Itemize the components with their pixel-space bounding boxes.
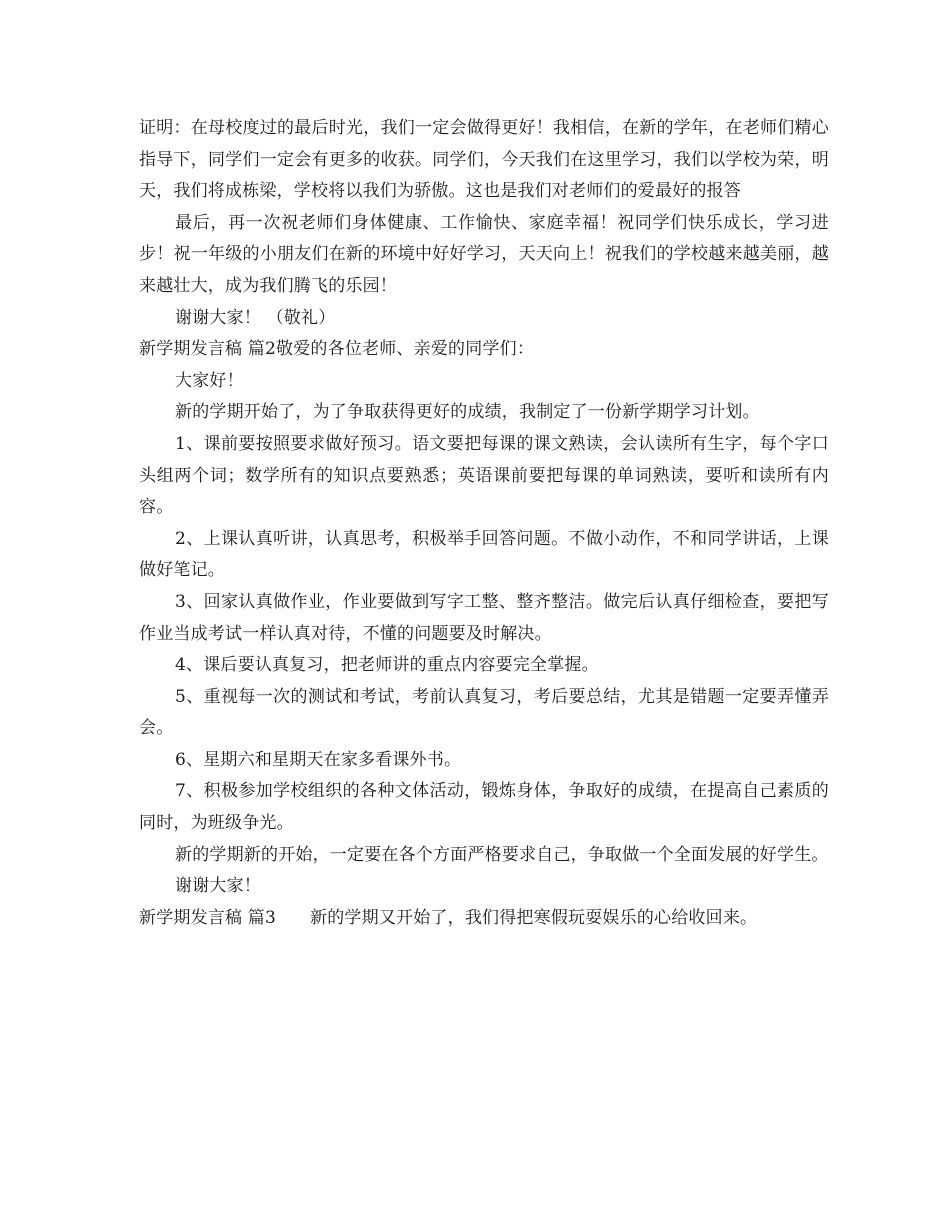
paragraph-conclusion: 新的学期新的开始，一定要在各个方面严格要求自己，争取做一个全面发展的好学生。 [175,844,829,865]
section-heading-part-3 [139,903,829,935]
paragraph-thanks-salute: 谢谢大家！ （敬礼） [175,307,336,328]
section-heading-part-3-title: 新学期发言稿 篇3 [139,907,277,928]
section-3-opening-text: 新的学期又开始了，我们得把寒假玩耍娱乐的心给收回来。 [310,907,758,928]
document-body [139,113,829,934]
list-item-plan-6: 6、星期六和星期天在家多看课外书。 [175,749,462,770]
list-item-plan-7: 7、积极参加学校组织的各种文体活动，锻炼身体，争取好的成绩，在提高自己素质的同时，为班级争光。 [139,781,829,834]
list-item-plan-5: 5、重视每一次的测试和考试，考前认真复习，考后要总结，尤其是错题一定要弄懂弄会。 [139,686,829,739]
paragraph-thanks: 谢谢大家！ [175,876,261,897]
list-item-plan-1: 1、课前要按照要求做好预习。语文要把每课的课文熟读，会认读所有生字，每个字口头组两个词；数学所有的知识点要熟悉；英语课前要把每课的单词熟读，要听和读所有内容。 [139,433,829,518]
section-heading-part-2: 新学期发言稿 篇2敬爱的各位老师、亲爱的同学们： [139,339,535,360]
list-item-plan-2: 2、上课认真听讲，认真思考，积极举手回答问题。不做小动作，不和同学讲话，上课做好笔记。 [139,528,829,581]
paragraph-closing-proof: 证明：在母校度过的最后时光，我们一定会做得更好！我相信，在新的学年，在老师们精心指导下，同学们一定会有更多的收获。同学们，今天我们在这里学习，我们以学校为荣，明天，我们将成栋梁，学校将以我们为骄傲。这也是我们对老师们的爱最好的报答 [139,118,829,202]
paragraph-final-wishes: 最后，再一次祝老师们身体健康、工作愉快、家庭幸福！祝同学们快乐成长，学习进步！祝一年级的小朋友们在新的环境中好好学习，天天向上！祝我们的学校越来越美丽，越来越壮大，成为我们腾飞的乐园！ [139,212,829,296]
paragraph-greeting: 大家好！ [175,370,244,391]
list-item-plan-3: 3、回家认真做作业，作业要做到写字工整、整齐整洁。做完后认真仔细检查，要把写作业当成考试一样认真对待，不懂的问题要及时解决。 [139,591,829,644]
paragraph-plan-intro: 新的学期开始了，为了争取获得更好的成绩，我制定了一份新学期学习计划。 [175,402,760,423]
list-item-plan-4: 4、课后要认真复习，把老师讲的重点内容要完全掌握。 [175,655,599,676]
